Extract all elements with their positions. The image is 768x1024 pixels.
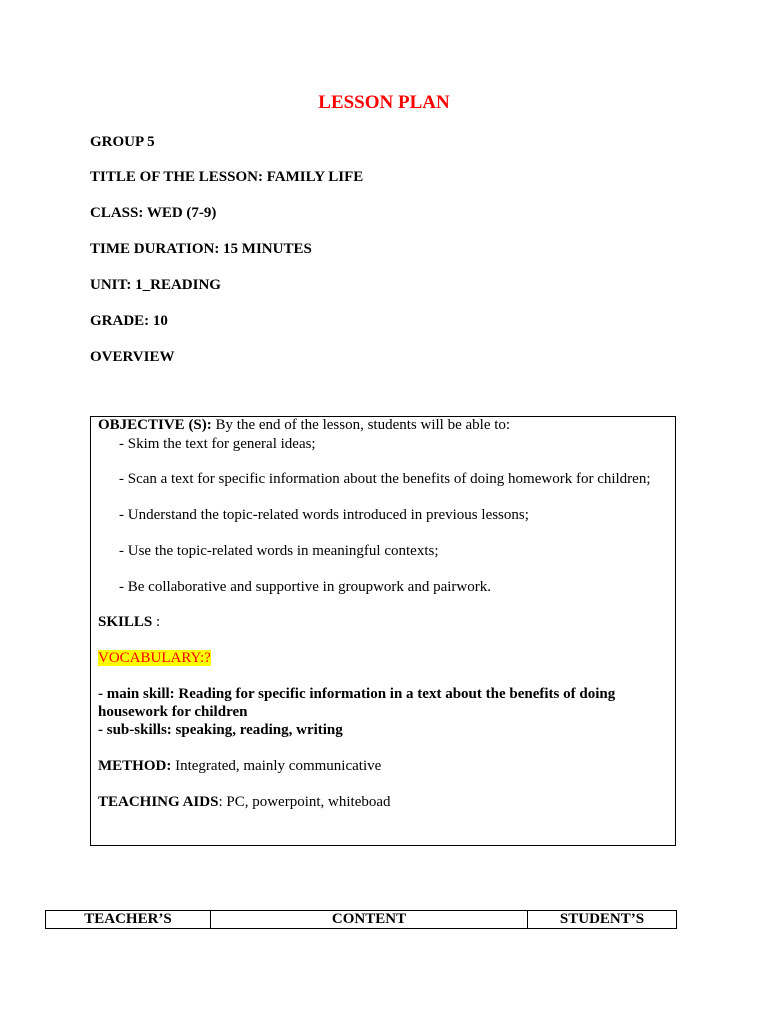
skills-suffix: : xyxy=(152,614,161,630)
objective-text: By the end of the lesson, students will be able to: xyxy=(211,417,511,433)
objective-intro xyxy=(98,417,510,434)
objective-item: - Be collaborative and supportive in groupwork and pairwork. xyxy=(119,579,491,595)
method-text: Integrated, mainly communicative xyxy=(171,758,382,774)
group-line: GROUP 5 xyxy=(90,134,155,150)
skills-label: SKILLS xyxy=(98,614,153,630)
teaching-aids-line xyxy=(98,794,391,811)
page-title: LESSON PLAN xyxy=(318,92,450,113)
main-skill-line-2: housework for children xyxy=(98,704,248,720)
lesson-procedure-table xyxy=(45,910,677,929)
unit-line: UNIT: 1_READING xyxy=(90,277,221,293)
lesson-title-line: TITLE OF THE LESSON: FAMILY LIFE xyxy=(90,169,364,185)
objective-item: - Skim the text for general ideas; xyxy=(119,436,316,452)
method-line xyxy=(98,758,381,775)
table-header-row xyxy=(46,911,677,929)
header-content: CONTENT xyxy=(211,911,528,929)
main-skill-line-1: - main skill: Reading for specific information in a text about the benefits of doing xyxy=(98,686,616,702)
header-teacher: TEACHER’S xyxy=(46,911,211,929)
method-label: METHOD: xyxy=(98,758,172,774)
vocabulary-label: VOCABULARY:? xyxy=(98,650,211,666)
overview-heading: OVERVIEW xyxy=(90,349,175,365)
objective-item: - Use the topic-related words in meaningful contexts; xyxy=(119,543,439,559)
class-line: CLASS: WED (7-9) xyxy=(90,205,217,221)
header-student: STUDENT’S xyxy=(528,911,677,929)
skills-line xyxy=(98,614,160,631)
objective-label: OBJECTIVE (S): xyxy=(98,417,212,433)
vocabulary-line xyxy=(98,650,211,667)
objective-item: - Understand the topic-related words introduced in previous lessons; xyxy=(119,507,529,523)
teaching-aids-text: : PC, powerpoint, whiteboad xyxy=(218,794,391,810)
objectives-box xyxy=(90,416,676,846)
teaching-aids-label: TEACHING AIDS xyxy=(98,794,219,810)
duration-line: TIME DURATION: 15 MINUTES xyxy=(90,241,312,257)
grade-line: GRADE: 10 xyxy=(90,313,168,329)
sub-skills-line: - sub-skills: speaking, reading, writing xyxy=(98,722,343,738)
objective-item: - Scan a text for specific information about the benefits of doing homework for children; xyxy=(119,471,651,487)
